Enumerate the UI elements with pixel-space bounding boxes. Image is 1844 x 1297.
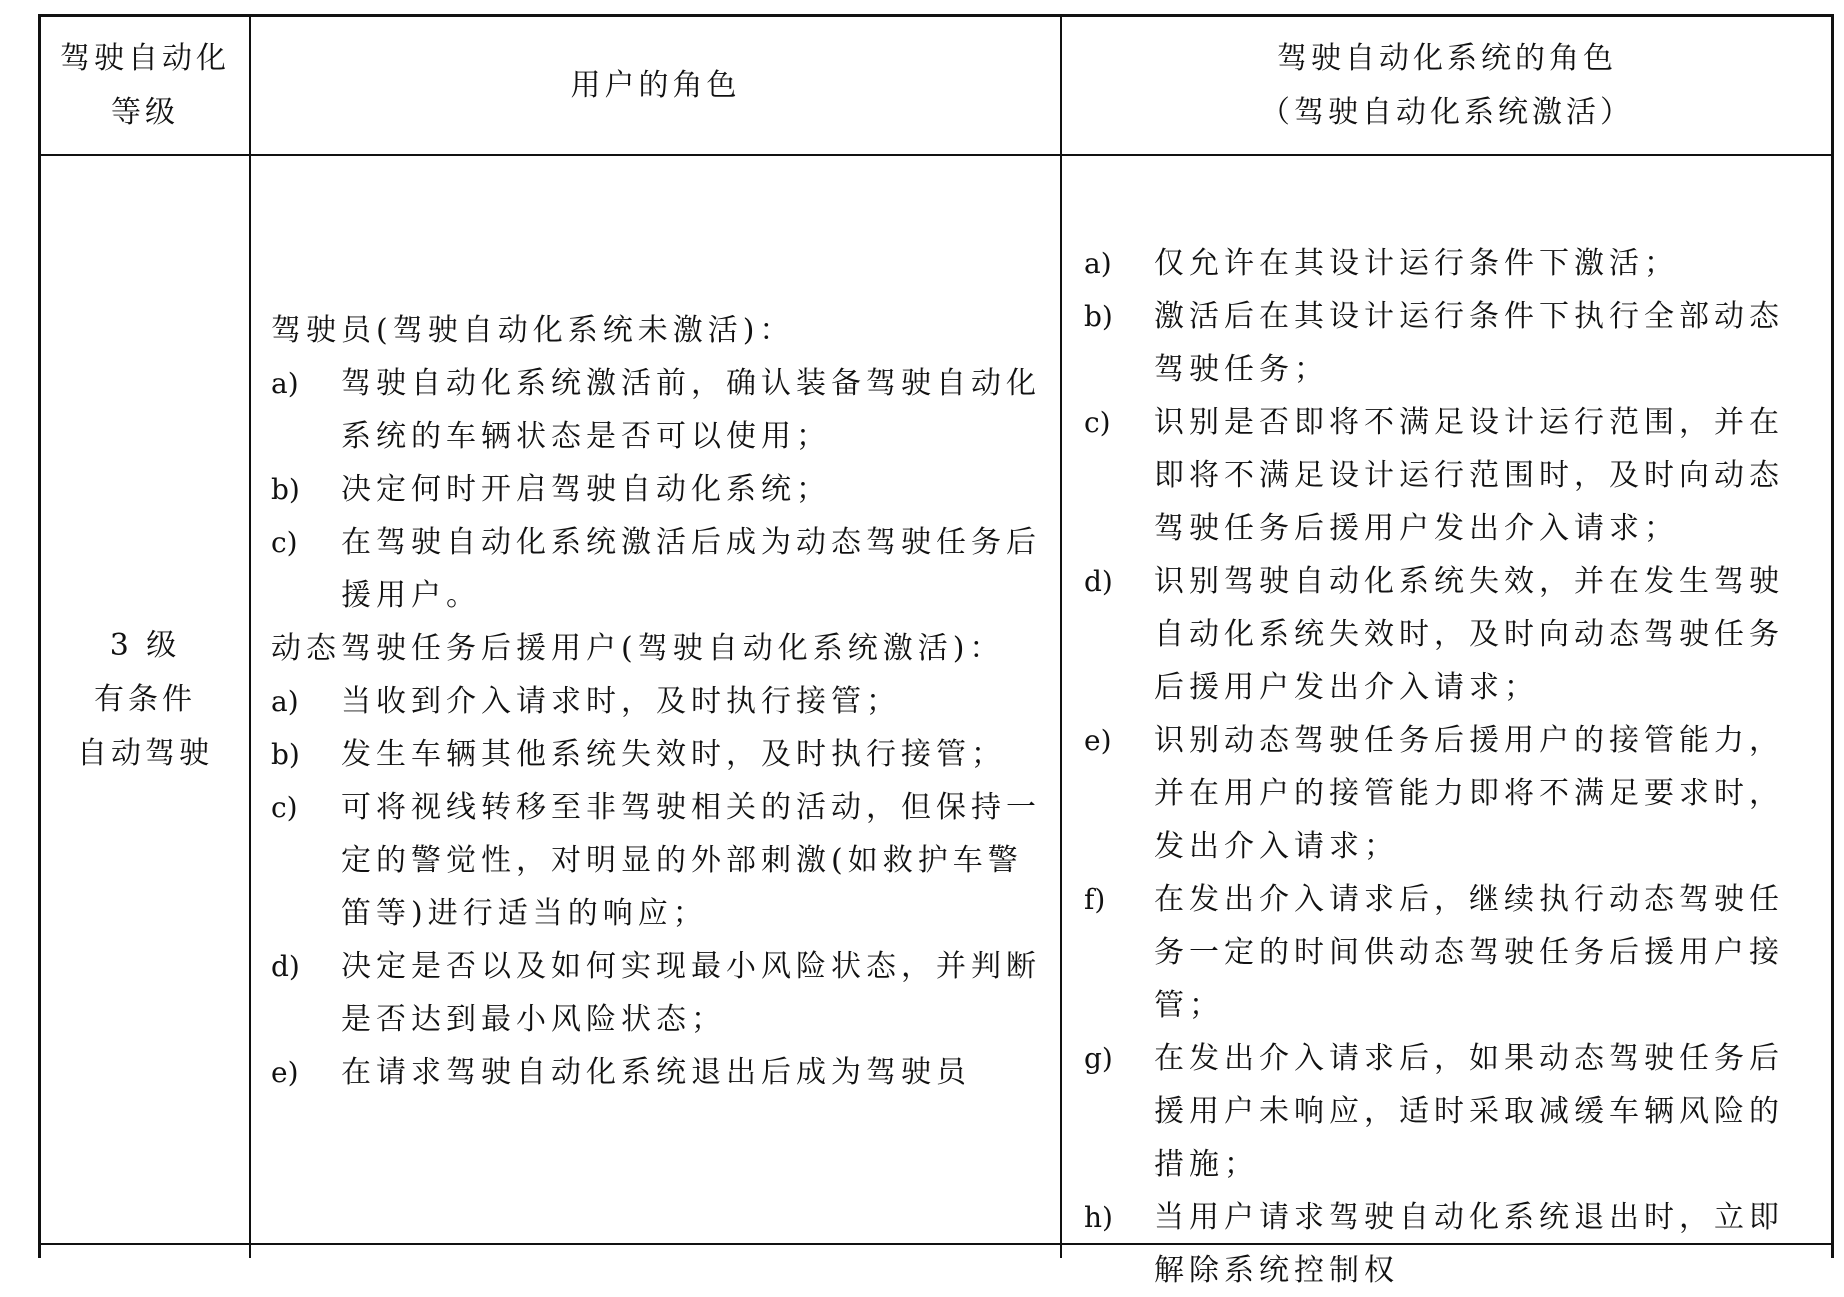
item-text: 仅允许在其设计运行条件下激活； xyxy=(1154,246,1679,281)
list-item xyxy=(1084,1191,1814,1297)
header-user-role-cell xyxy=(251,17,1060,154)
item-text: 当收到介入请求时，及时执行接管； xyxy=(341,684,901,719)
item-label: c) xyxy=(271,526,298,559)
level-cell xyxy=(41,156,249,1243)
list-item xyxy=(1084,714,1814,873)
item-text: 决定何时开启驾驶自动化系统； xyxy=(341,472,831,507)
list-item xyxy=(271,781,1041,940)
item-text: 驾驶自动化系统激活前，确认装备驾驶自动化系统的车辆状态是否可以使用； xyxy=(341,366,1041,454)
list-item xyxy=(271,1046,1041,1099)
item-text: 在驾驶自动化系统激活后成为动态驾驶任务后援用户。 xyxy=(341,525,1041,613)
list-item xyxy=(271,940,1041,1046)
list-item xyxy=(1084,396,1814,555)
automation-level-table xyxy=(38,14,1834,1288)
list-item xyxy=(1084,1032,1814,1191)
list-item xyxy=(271,357,1041,463)
item-label: h) xyxy=(1084,1201,1113,1234)
header-system-role-cell xyxy=(1062,17,1832,154)
header-user-role: 用户的角色 xyxy=(570,67,741,103)
item-text: 在发出介入请求后，继续执行动态驾驶任务一定的时间供动态驾驶任务后援用户接管； xyxy=(1154,882,1784,1023)
item-text: 可将视线转移至非驾驶相关的活动，但保持一定的警觉性，对明显的外部刺激(如救护车警笛等)进行适当的响应； xyxy=(341,790,1041,931)
list-item xyxy=(1084,290,1814,396)
item-text: 识别驾驶自动化系统失效，并在发生驾驶自动化系统失效时，及时向动态驾驶任务后援用户发出介入请求； xyxy=(1154,564,1784,705)
item-label: e) xyxy=(1084,724,1112,757)
header-system-role-line1: 驾驶自动化系统的角色 xyxy=(1277,40,1617,76)
item-label: d) xyxy=(271,950,300,983)
item-label: a) xyxy=(271,685,299,718)
column-divider-2 xyxy=(1060,17,1062,1258)
item-label: b) xyxy=(271,473,300,506)
fallback-user-heading: 动态驾驶任务后援用户(驾驶自动化系统激活)： xyxy=(271,631,1005,666)
driver-heading: 驾驶员(驾驶自动化系统未激活)： xyxy=(271,313,795,348)
header-system-role-line2: （驾驶自动化系统激活） xyxy=(1260,94,1634,130)
level-line1: 3 级 xyxy=(109,627,181,663)
level-line2: 有条件 xyxy=(94,681,196,717)
list-item xyxy=(271,675,1041,728)
item-label: c) xyxy=(1084,406,1111,439)
item-text: 识别动态驾驶任务后援用户的接管能力，并在用户的接管能力即将不满足要求时，发出介入请求； xyxy=(1154,723,1784,864)
column-divider-1 xyxy=(249,17,251,1258)
system-role-cell xyxy=(1084,237,1814,1297)
item-label: a) xyxy=(1084,247,1112,280)
list-item xyxy=(271,728,1041,781)
list-item xyxy=(1084,873,1814,1032)
item-text: 识别是否即将不满足设计运行范围，并在即将不满足设计运行范围时，及时向动态驾驶任务后援用户发出介入请求； xyxy=(1154,405,1784,546)
item-label: a) xyxy=(271,367,299,400)
list-item xyxy=(1084,237,1814,290)
level-line3: 自动驾驶 xyxy=(77,735,213,771)
item-text: 激活后在其设计运行条件下执行全部动态驾驶任务； xyxy=(1154,299,1784,387)
item-text: 发生车辆其他系统失效时，及时执行接管； xyxy=(341,737,1006,772)
item-label: f) xyxy=(1084,883,1106,916)
item-label: g) xyxy=(1084,1042,1113,1075)
item-label: d) xyxy=(1084,565,1113,598)
item-text: 当用户请求驾驶自动化系统退出时，立即解除系统控制权 xyxy=(1154,1200,1784,1288)
list-item xyxy=(271,463,1041,516)
item-text: 在请求驾驶自动化系统退出后成为驾驶员 xyxy=(341,1055,971,1090)
header-level-line1: 驾驶自动化 xyxy=(60,40,230,76)
user-role-cell xyxy=(271,304,1041,1099)
item-text: 决定是否以及如何实现最小风险状态，并判断是否达到最小风险状态； xyxy=(341,949,1041,1037)
item-label: e) xyxy=(271,1056,299,1089)
item-label: b) xyxy=(1084,300,1113,333)
header-level-line2: 等级 xyxy=(111,94,179,130)
item-label: c) xyxy=(271,791,298,824)
item-label: b) xyxy=(271,738,300,771)
list-item xyxy=(1084,555,1814,714)
item-text: 在发出介入请求后，如果动态驾驶任务后援用户未响应，适时采取减缓车辆风险的措施； xyxy=(1154,1041,1784,1182)
list-item xyxy=(271,516,1041,622)
header-level-cell xyxy=(41,17,249,154)
header-divider xyxy=(41,154,1831,156)
